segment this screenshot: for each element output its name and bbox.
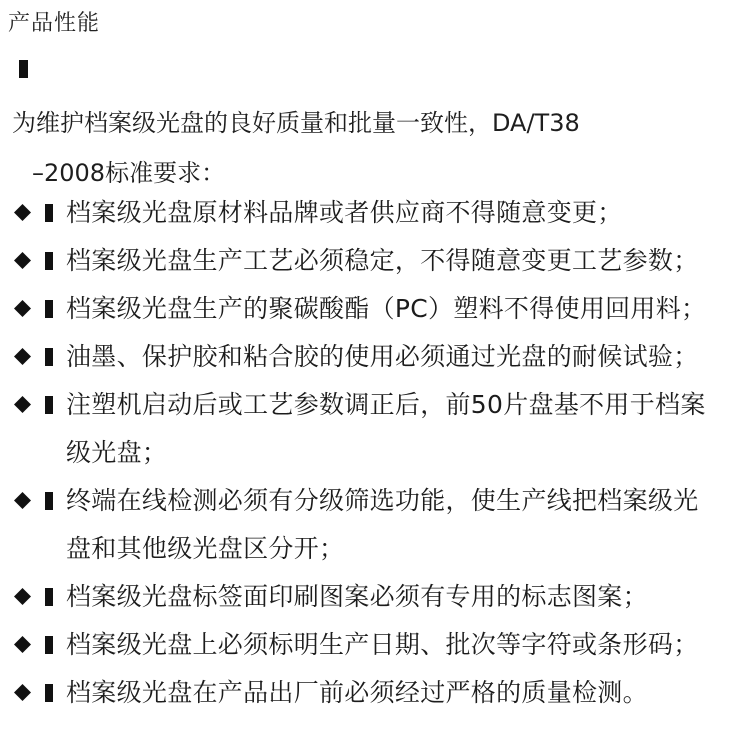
list-item-text-continued: 盘和其他级光盘区分开； bbox=[66, 534, 345, 563]
diamond-icon bbox=[14, 204, 31, 221]
list-item-text: 注塑机启动后或工艺参数调正后，前50片盘基不用于档案 bbox=[66, 390, 706, 419]
bar-marker-icon bbox=[45, 396, 53, 414]
diamond-icon bbox=[14, 396, 31, 413]
bar-marker-icon bbox=[45, 588, 53, 606]
list-item bbox=[0, 285, 750, 333]
bar-marker-icon bbox=[45, 300, 53, 318]
bar-marker-icon bbox=[45, 636, 53, 654]
list-item-text: 档案级光盘生产工艺必须稳定，不得随意变更工艺参数； bbox=[66, 246, 699, 275]
requirements-list bbox=[0, 189, 750, 717]
intro-line-2: –2008标准要求： bbox=[32, 159, 226, 187]
list-item bbox=[0, 669, 750, 717]
diamond-icon bbox=[14, 492, 31, 509]
diamond-icon bbox=[14, 636, 31, 653]
intro-paragraph bbox=[12, 98, 742, 198]
bar-marker-icon bbox=[45, 204, 53, 222]
bar-marker-icon bbox=[45, 492, 53, 510]
list-item-text: 档案级光盘生产的聚碳酸酯（PC）塑料不得使用回用料； bbox=[66, 294, 707, 323]
list-item bbox=[0, 621, 750, 669]
bar-marker-icon bbox=[45, 252, 53, 270]
list-item-text: 档案级光盘原材料品牌或者供应商不得随意变更； bbox=[66, 198, 623, 227]
list-item-text: 档案级光盘标签面印刷图案必须有专用的标志图案； bbox=[66, 582, 648, 611]
diamond-icon bbox=[14, 684, 31, 701]
diamond-icon bbox=[14, 252, 31, 269]
diamond-icon bbox=[14, 348, 31, 365]
list-item bbox=[0, 477, 750, 573]
list-item bbox=[0, 573, 750, 621]
list-item-text: 档案级光盘上必须标明生产日期、批次等字符或条形码； bbox=[66, 630, 699, 659]
list-item-text: 档案级光盘在产品出厂前必须经过严格的质量检测。 bbox=[66, 678, 648, 707]
list-item-text-continued: 级光盘； bbox=[66, 438, 168, 467]
list-item-text: 油墨、保护胶和粘合胶的使用必须通过光盘的耐候试验； bbox=[66, 342, 699, 371]
list-item bbox=[0, 381, 750, 477]
intro-line-1: 为维护档案级光盘的良好质量和批量一致性，DA/T38 bbox=[12, 109, 580, 137]
page-title: 产品性能 bbox=[8, 11, 101, 36]
diamond-icon bbox=[14, 300, 31, 317]
bar-marker-icon bbox=[45, 348, 53, 366]
bar-marker-icon bbox=[19, 60, 28, 78]
bar-marker-icon bbox=[45, 684, 53, 702]
list-item bbox=[0, 237, 750, 285]
list-item-text: 终端在线检测必须有分级筛选功能，使生产线把档案级光 bbox=[66, 486, 699, 515]
diamond-icon bbox=[14, 588, 31, 605]
list-item bbox=[0, 189, 750, 237]
list-item bbox=[0, 333, 750, 381]
